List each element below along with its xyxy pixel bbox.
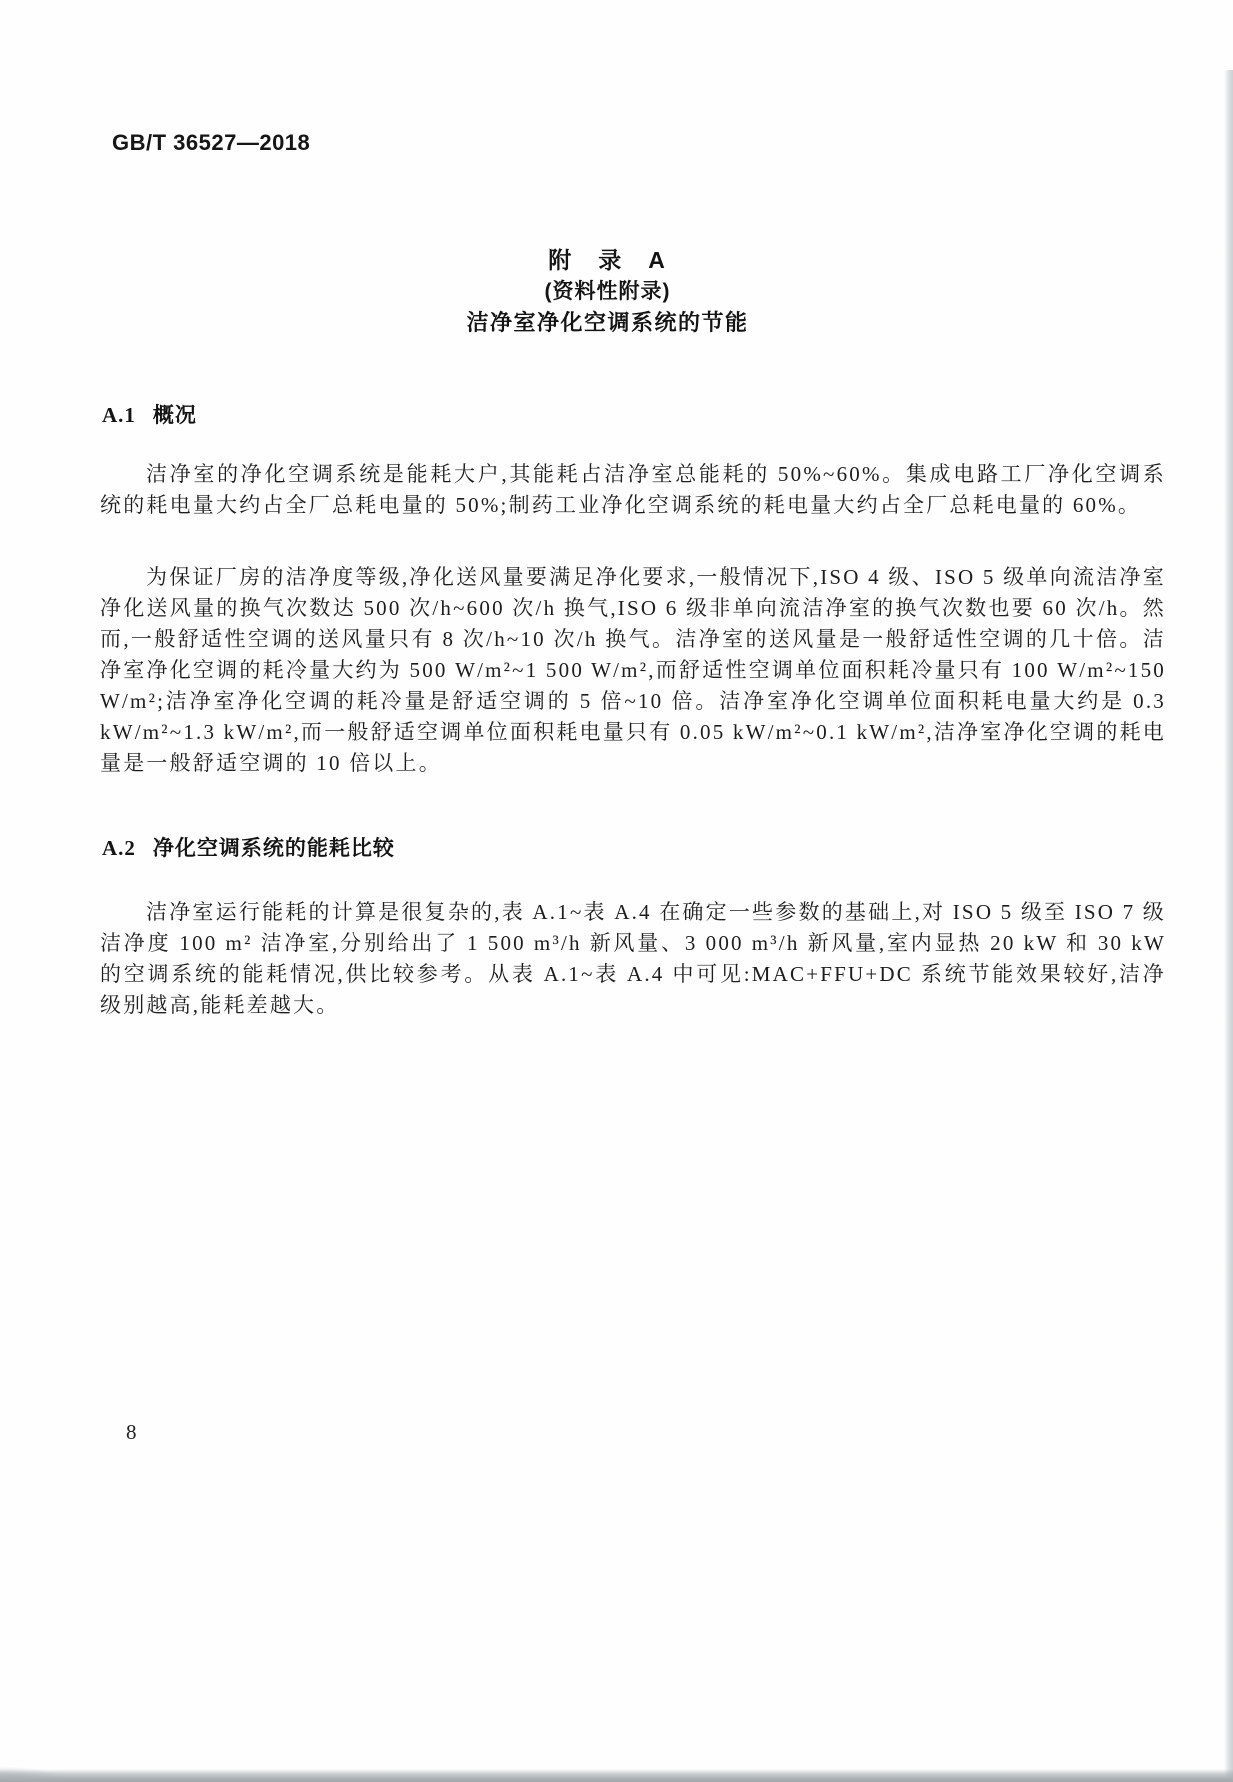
scan-edge-bottom bbox=[0, 1769, 1233, 1782]
section-heading-a1 bbox=[102, 399, 197, 429]
standard-number-header: GB/T 36527—2018 bbox=[112, 130, 311, 155]
appendix-title: 附 录 A bbox=[548, 247, 667, 273]
section-number: A.1 bbox=[102, 403, 136, 427]
appendix-name: 洁净室净化空调系统的节能 bbox=[466, 310, 749, 335]
appendix-title-block bbox=[75, 245, 1140, 338]
paragraph: 洁净室运行能耗的计算是很复杂的,表 A.1~表 A.4 在确定一些参数的基础上,对 ISO 5 级至 ISO 7 级洁净度 100 m² 洁净室,分别给出了 1 500 m³/h 新风量、3 000 m³/h 新风量,室内显热 20 kW 和 30 kW 的空调系统的能耗情况,供比较参考。从表 A.1~表 A.4 中可见:MAC+FFU+DC 系统节能效果较好,洁净级别越高,能耗差越大。 bbox=[100, 900, 1166, 1017]
page-number: 8 bbox=[126, 1420, 137, 1444]
section-title: 净化空调系统的能耗比较 bbox=[152, 837, 395, 860]
section-title: 概况 bbox=[152, 404, 197, 427]
paragraph: 为保证厂房的洁净度等级,净化送风量要满足净化要求,一般情况下,ISO 4 级、ISO 5 级单向流洁净室净化送风量的换气次数达 500 次/h~600 次/h 换气,ISO 6 级非单向流洁净室的换气次数也要 60 次/h。然而,一般舒适性空调的送风量只有 8 次/h~10 次/h 换气。洁净室的送风量是一般舒适性空调的几十倍。洁净室净化空调的耗冷量大约为 500 W/m²~1 500 W/m²,而舒适性空调单位面积耗冷量只有 100 W/m²~150 W/m²;洁净室净化空调的耗冷量是舒适空调的 5 倍~10 倍。洁净室净化空调单位面积耗电量大约是 0.3 kW/m²~1.3 kW/m²,而一般舒适空调单位面积耗电量只有 0.05 kW/m²~0.1 kW/m²,洁净室净化空调的耗电量是一般舒适空调的 10 倍以上。 bbox=[100, 565, 1166, 775]
scan-edge-right bbox=[1224, 70, 1233, 1782]
section-number: A.2 bbox=[102, 836, 136, 860]
section-heading-a2 bbox=[102, 832, 395, 862]
paragraph: 洁净室的净化空调系统是能耗大户,其能耗占洁净室总能耗的 50%~60%。集成电路工厂净化空调系统的耗电量大约占全厂总耗电量的 50%;制药工业净化空调系统的耗电量大约占全厂总耗电量的 60%。 bbox=[100, 462, 1166, 517]
appendix-subtitle: (资料性附录) bbox=[544, 280, 671, 303]
